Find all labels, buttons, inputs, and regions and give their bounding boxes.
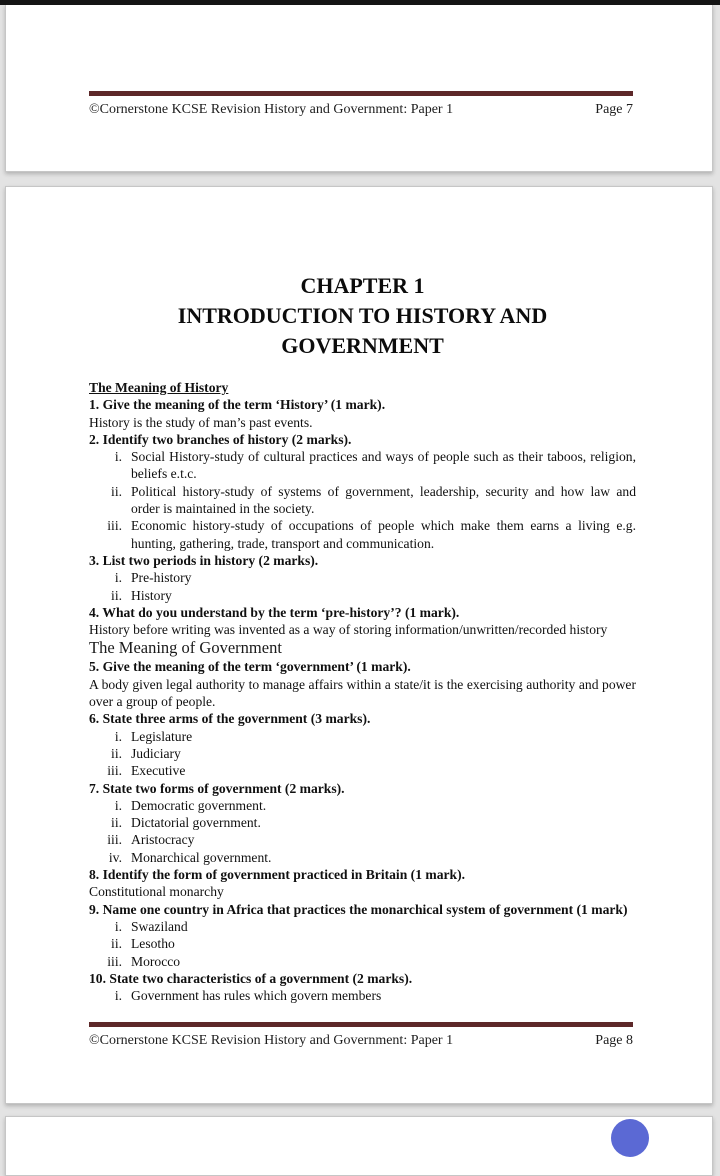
question-text: 9. Name one country in Africa that practices the monarchical system of government (1 mark) — [89, 901, 628, 917]
list-item — [89, 918, 636, 935]
question-text: 6. State three arms of the government (3 marks). — [89, 711, 371, 727]
roman-numeral: i. — [114, 728, 122, 744]
list-item-text: Monarchical government. — [131, 849, 272, 865]
chapter-line: GOVERNMENT — [281, 333, 444, 358]
question-answer-blocks — [89, 379, 636, 1004]
chapter-line: INTRODUCTION TO HISTORY AND — [177, 303, 548, 328]
answer-text: Constitutional monarchy — [89, 884, 224, 900]
list-item — [89, 849, 636, 866]
list-item-text: Swaziland — [131, 918, 188, 934]
question-text: 5. Give the meaning of the term ‘government’ (1 mark). — [89, 659, 411, 675]
question-text: 4. What do you understand by the term ‘pre-history’? (1 mark). — [89, 604, 460, 620]
question-text: 7. State two forms of government (2 marks). — [89, 780, 345, 796]
list-item-text: Democratic government. — [131, 797, 267, 813]
roman-numeral: i. — [114, 918, 122, 934]
answer-text: History is the study of man’s past events. — [89, 414, 313, 430]
list-item-text: Executive — [131, 763, 186, 779]
question-text: 2. Identify two branches of history (2 marks). — [89, 431, 352, 447]
footer-rule — [89, 1022, 633, 1027]
list-item — [89, 831, 636, 848]
list-item-text: Political history-study of systems of government, leadership, security and how law and order is maintained in the society. — [131, 483, 636, 517]
viewer-top-bar — [0, 0, 720, 5]
roman-numeral: i. — [114, 988, 122, 1004]
list-item — [89, 797, 636, 814]
list-item — [89, 569, 636, 586]
footer-rule — [89, 91, 633, 96]
question-text: 3. List two periods in history (2 marks). — [89, 552, 319, 568]
roman-numeral: ii. — [111, 745, 122, 761]
page7-footer — [89, 91, 633, 118]
list-item-text: Dictatorial government. — [131, 815, 261, 831]
footer-copyright: ©Cornerstone KCSE Revision History and Government: Paper 1 — [89, 1033, 454, 1048]
roman-numeral: iii. — [107, 832, 122, 848]
roman-numeral: iii. — [107, 953, 122, 969]
list-item — [89, 587, 636, 604]
list-item-text: Lesotho — [131, 936, 175, 952]
page8-content — [89, 271, 636, 1004]
roman-numeral: ii. — [111, 483, 122, 499]
list-item-text: Aristocracy — [131, 832, 195, 848]
roman-numeral: iv. — [108, 849, 122, 865]
list-item-text: Legislature — [131, 728, 193, 744]
list-item — [89, 448, 636, 483]
list-item — [89, 814, 636, 831]
list-item-text: History — [131, 587, 172, 603]
list-item — [89, 953, 636, 970]
list-item-text: Judiciary — [131, 745, 181, 761]
list-item — [89, 728, 636, 745]
section-heading-underlined: The Meaning of History — [89, 380, 229, 395]
page-sheet-7 — [5, 4, 713, 172]
fab-button[interactable] — [611, 1119, 649, 1157]
list-item-text: Social History-study of cultural practices and ways of people such as their taboos, religion, beliefs e.t.c. — [131, 449, 636, 482]
roman-numeral: iii. — [107, 763, 122, 779]
chapter-line: CHAPTER 1 — [300, 273, 425, 298]
question-text: 1. Give the meaning of the term ‘History’ (1 mark). — [89, 397, 386, 413]
list-item-text: Government has rules which govern members — [131, 988, 382, 1004]
chapter-title — [89, 271, 636, 361]
page-sheet-8 — [5, 186, 713, 1104]
list-item — [89, 987, 636, 1004]
roman-numeral: i. — [114, 570, 122, 586]
roman-numeral: ii. — [111, 815, 122, 831]
roman-numeral: ii. — [111, 936, 122, 952]
page-sheet-9 — [5, 1116, 713, 1176]
section-heading-large: The Meaning of Government — [89, 638, 282, 658]
roman-numeral: i. — [114, 797, 122, 813]
list-item — [89, 517, 636, 552]
roman-numeral: i. — [114, 449, 122, 465]
roman-numeral: iii. — [107, 518, 122, 534]
answer-text: A body given legal authority to manage affairs within a state/it is the exercising authority and power over a group of people. — [89, 676, 636, 710]
footer-page-number: Page 8 — [595, 1033, 633, 1048]
footer-copyright: ©Cornerstone KCSE Revision History and Government: Paper 1 — [89, 102, 454, 117]
question-text: 8. Identify the form of government practiced in Britain (1 mark). — [89, 867, 466, 883]
page8-footer — [89, 1022, 633, 1049]
roman-numeral: ii. — [111, 587, 122, 603]
list-item-text: Pre-history — [131, 570, 192, 586]
footer-page-number: Page 7 — [595, 102, 633, 117]
list-item — [89, 745, 636, 762]
question-text: 10. State two characteristics of a government (2 marks). — [89, 970, 413, 986]
list-item — [89, 762, 636, 779]
list-item — [89, 483, 636, 518]
list-item-text: Morocco — [131, 953, 181, 969]
answer-text: History before writing was invented as a way of storing information/unwritten/recorded history — [89, 622, 608, 638]
list-item-text: Economic history-study of occupations of people which make them earns a living e.g. hunting, gathering, trade, transport and communication. — [131, 518, 636, 551]
list-item — [89, 935, 636, 952]
